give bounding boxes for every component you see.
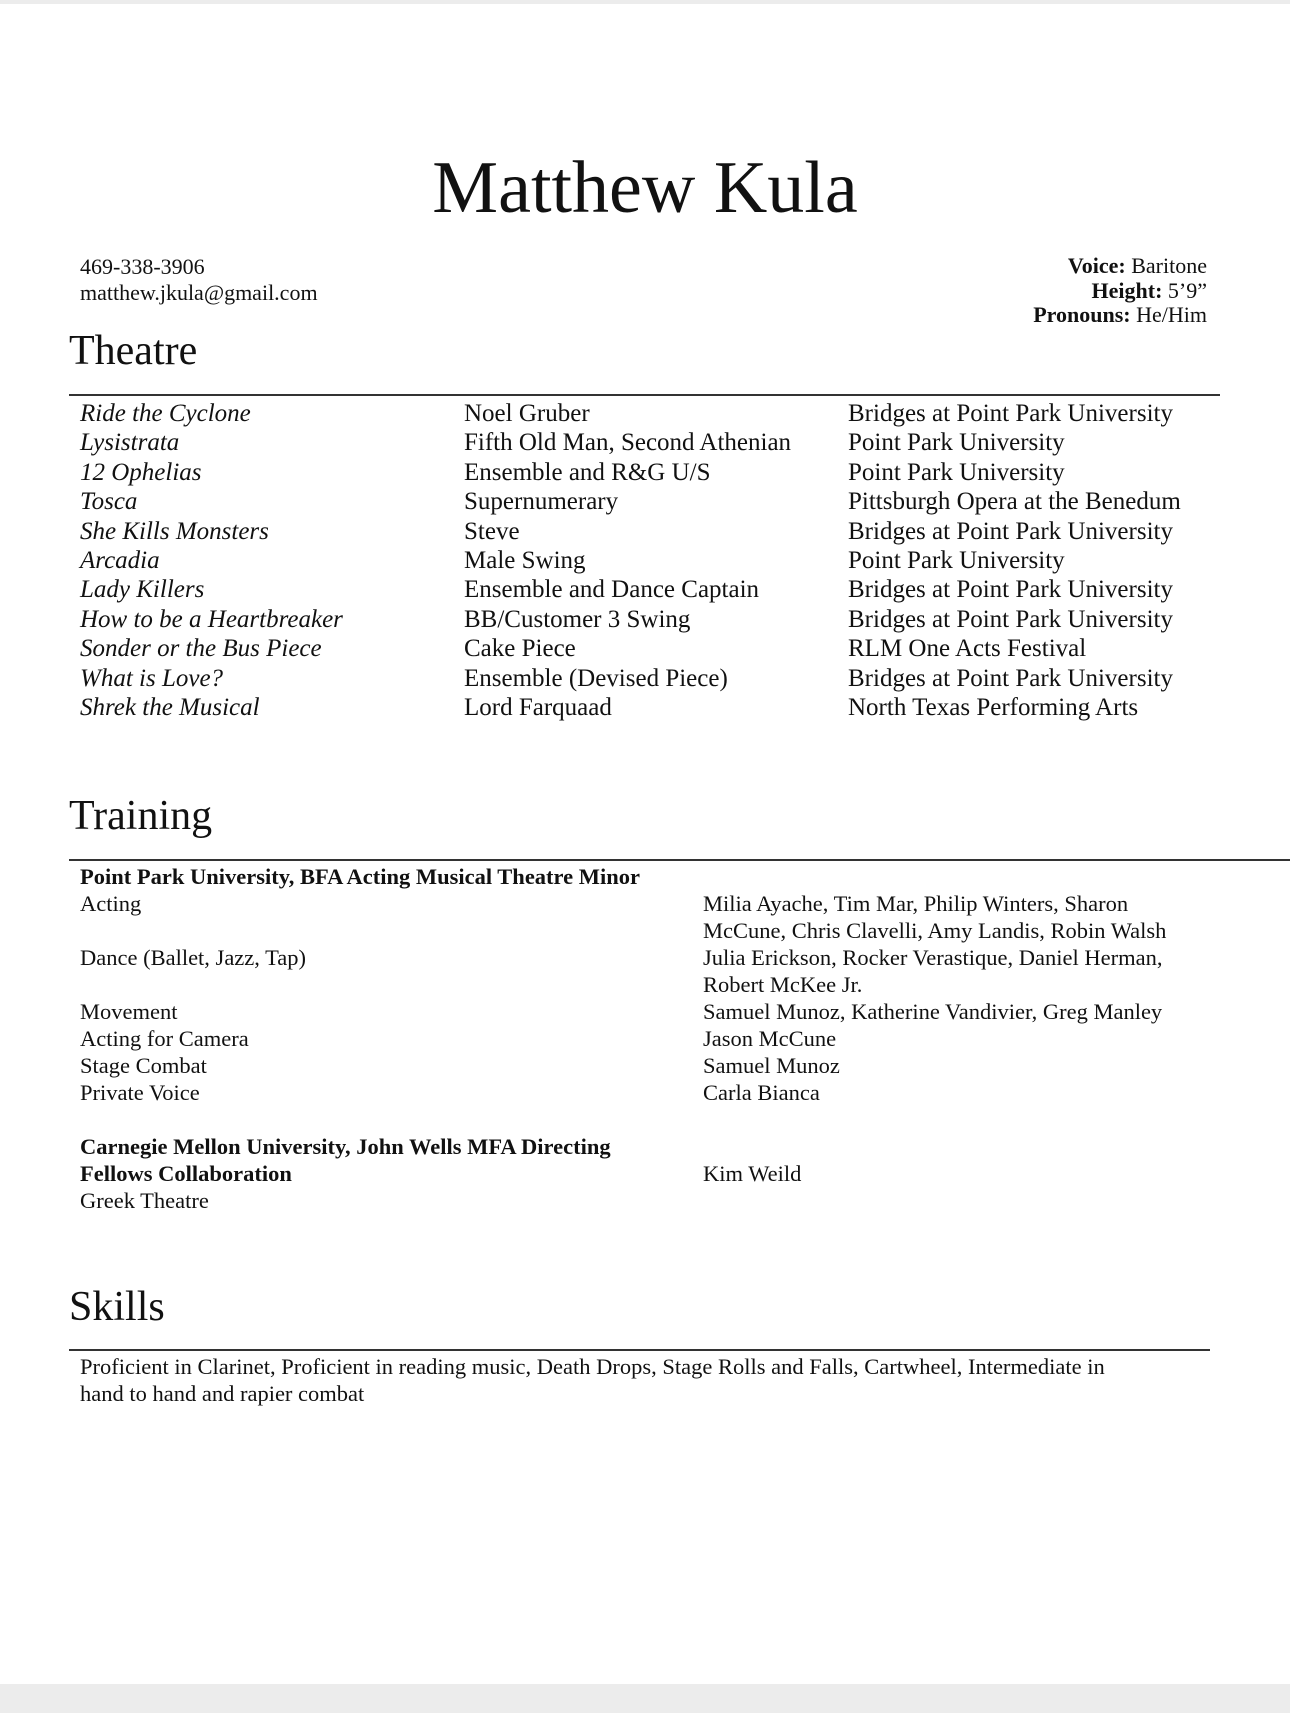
phone-number: 469-338-3906 xyxy=(80,254,205,279)
table-row xyxy=(80,605,1208,634)
training-teachers: Kim Weild xyxy=(703,1161,802,1186)
pronouns-label: Pronouns: xyxy=(1033,302,1131,327)
venue: Point Park University xyxy=(848,458,1065,486)
teachers-line: Julia Erickson, Rocker Verastique, Daniel Herman, xyxy=(703,945,1163,970)
show-title: Tosca xyxy=(80,488,138,516)
show-title: Shrek the Musical xyxy=(80,693,260,721)
role: Ensemble and R&G U/S xyxy=(464,458,711,486)
show-title: She Kills Monsters xyxy=(80,517,269,545)
role: Supernumerary xyxy=(464,488,619,516)
voice-line xyxy=(1033,254,1207,279)
height-label: Height: xyxy=(1091,277,1163,303)
skills-line: hand to hand and rapier combat xyxy=(80,1381,365,1406)
venue: RLM One Acts Festival xyxy=(848,635,1087,663)
height-line xyxy=(1033,279,1207,304)
table-row xyxy=(80,575,1208,604)
venue: Bridges at Point Park University xyxy=(848,517,1173,545)
pronouns-value: He/Him xyxy=(1136,302,1207,327)
role: Steve xyxy=(464,517,520,545)
show-title: Arcadia xyxy=(80,546,160,574)
training-subject: Movement xyxy=(80,999,178,1024)
show-title: Sonder or the Bus Piece xyxy=(80,635,322,663)
training-teachers: Jason McCune xyxy=(703,1026,837,1051)
training-heading: Training xyxy=(69,793,213,839)
training-subject: Stage Combat xyxy=(80,1053,207,1078)
table-row xyxy=(80,517,1208,546)
school-name: Point Park University, BFA Acting Musical Theatre Minor xyxy=(80,864,640,889)
skills-divider xyxy=(69,1349,1210,1351)
training-subject: Acting xyxy=(80,891,142,916)
viewer-bottom-bar xyxy=(0,1684,1290,1713)
venue: Bridges at Point Park University xyxy=(848,576,1173,604)
training-teachers: Samuel Munoz, Katherine Vandivier, Greg Manley xyxy=(703,999,1163,1024)
show-title: Lady Killers xyxy=(80,576,205,604)
training-row xyxy=(80,890,1210,944)
skills-line: Proficient in Clarinet, Proficient in reading music, Death Drops, Stage Rolls and Falls, Cartwheel, Intermediate in xyxy=(80,1354,1105,1379)
table-row xyxy=(80,399,1208,428)
show-title: What is Love? xyxy=(80,664,224,692)
training-row xyxy=(80,1052,1210,1079)
school-name: Carnegie Mellon University, John Wells MFA Directing xyxy=(80,1134,611,1159)
venue: Point Park University xyxy=(848,546,1065,574)
role: Noel Gruber xyxy=(464,400,590,427)
training-teachers xyxy=(703,944,1210,998)
skills-heading: Skills xyxy=(69,1284,165,1330)
training-row xyxy=(80,944,1210,998)
email-address: matthew.jkula@gmail.com xyxy=(80,280,318,305)
training-teachers: Samuel Munoz xyxy=(703,1053,840,1078)
training-row xyxy=(80,1025,1210,1052)
venue: Point Park University xyxy=(848,429,1065,457)
role: Fifth Old Man, Second Athenian xyxy=(464,429,792,457)
school-name-continued: Fellows Collaboration xyxy=(80,1161,292,1186)
theatre-divider xyxy=(69,394,1220,396)
contact-info xyxy=(80,254,318,306)
role: Male Swing xyxy=(464,546,586,574)
training-section xyxy=(80,863,1210,1214)
show-title: 12 Ophelias xyxy=(80,458,202,486)
skills-text xyxy=(80,1353,1180,1407)
training-row xyxy=(80,1079,1210,1106)
venue: Pittsburgh Opera at the Benedum xyxy=(848,488,1181,516)
spacer xyxy=(80,1106,1210,1133)
training-teachers xyxy=(703,890,1210,944)
pronouns-line xyxy=(1033,303,1207,328)
training-teachers: Carla Bianca xyxy=(703,1080,820,1105)
resume-name: Matthew Kula xyxy=(432,147,858,229)
voice-label: Voice: xyxy=(1067,253,1126,278)
role: Cake Piece xyxy=(464,635,576,663)
table-row xyxy=(80,664,1208,693)
table-row xyxy=(80,428,1208,457)
teachers-line: Milia Ayache, Tim Mar, Philip Winters, Sharon xyxy=(703,891,1129,916)
venue: North Texas Performing Arts xyxy=(848,693,1139,721)
role: Ensemble (Devised Piece) xyxy=(464,664,728,692)
resume-page xyxy=(0,4,1290,1684)
training-subject: Greek Theatre xyxy=(80,1188,209,1213)
training-row xyxy=(80,1160,1210,1187)
role: Ensemble and Dance Captain xyxy=(464,576,760,604)
show-title: How to be a Heartbreaker xyxy=(80,605,343,633)
vitals-info xyxy=(1033,254,1207,328)
training-row xyxy=(80,998,1210,1025)
role: BB/Customer 3 Swing xyxy=(464,605,691,633)
table-row xyxy=(80,546,1208,575)
table-row xyxy=(80,634,1208,663)
training-subject: Private Voice xyxy=(80,1080,200,1105)
venue: Bridges at Point Park University xyxy=(848,605,1173,633)
training-subject: Dance (Ballet, Jazz, Tap) xyxy=(80,945,307,970)
show-title: Ride the Cyclone xyxy=(80,400,251,427)
venue: Bridges at Point Park University xyxy=(848,664,1173,692)
theatre-table xyxy=(80,399,1208,722)
voice-value: Baritone xyxy=(1131,253,1207,278)
show-title: Lysistrata xyxy=(80,429,180,457)
table-row xyxy=(80,458,1208,487)
training-divider xyxy=(69,859,1290,861)
teachers-line: Robert McKee Jr. xyxy=(703,972,863,997)
role: Lord Farquaad xyxy=(464,693,612,721)
table-row xyxy=(80,693,1208,722)
theatre-heading: Theatre xyxy=(69,328,198,374)
venue: Bridges at Point Park University xyxy=(848,400,1173,427)
table-row xyxy=(80,487,1208,516)
teachers-line: McCune, Chris Clavelli, Amy Landis, Robin Walsh xyxy=(703,918,1167,943)
height-value: 5’9” xyxy=(1167,277,1207,303)
training-subject: Acting for Camera xyxy=(80,1026,249,1051)
